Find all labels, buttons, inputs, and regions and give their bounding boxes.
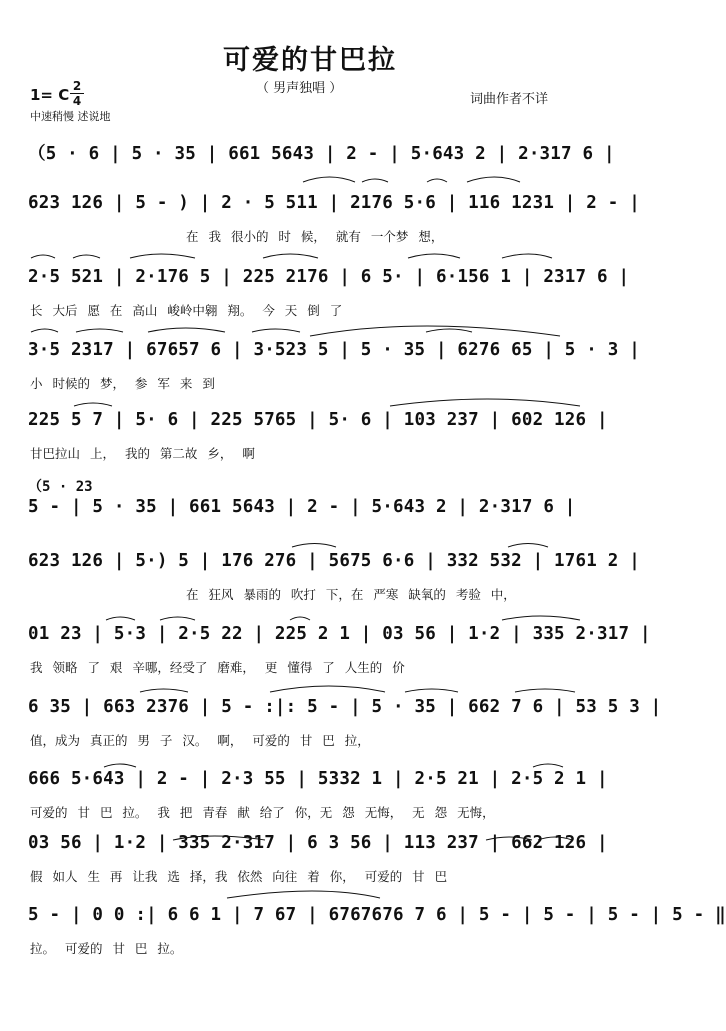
time-signature-bottom: 4	[72, 94, 82, 108]
slur-arc	[310, 326, 560, 336]
subtitle: （ 男声独唱 ）	[256, 81, 343, 96]
lyric-line: 小 时候的 梦， 参 军 来 到	[30, 376, 215, 391]
slur-arc	[292, 544, 336, 548]
notation-line: 3·5 2317 | 67657 6 | 3·523 5 | 5 · 35 | 6276 65 | 5 · 3 |	[28, 340, 640, 360]
lyric-line: 拉。 可爱的 甘 巴 拉。	[30, 941, 183, 956]
slur-arc	[508, 544, 548, 548]
notation-line: 623 126 | 5 - ) | 2 · 5 511 | 2176 5·6 | 116 1231 | 2 - |	[28, 193, 640, 213]
slur-arc	[148, 328, 225, 332]
lyric-line: 在 狂风 暴雨的 吹打 下，在 严寒 缺氧的 考验 中，	[186, 587, 516, 602]
lyric-line: 我 领略 了 艰 辛哪，经受了 磨难， 更 懂得 了 人生的 价	[30, 660, 405, 675]
slur-arc	[303, 177, 355, 182]
slur-arc	[252, 329, 300, 332]
slur-arc	[106, 617, 135, 620]
author-credit: 词曲作者不详	[470, 92, 549, 107]
slur-arc	[427, 179, 447, 182]
slur-arc	[515, 689, 575, 692]
slur-arc	[160, 617, 195, 620]
slur-arc	[362, 179, 388, 182]
slur-arc	[130, 254, 195, 258]
notation-line: 2·5 521 | 2·176 5 | 225 2176 | 6 5· | 6·156 1 | 2317 6 |	[28, 267, 630, 287]
slur-arc	[426, 329, 472, 332]
slur-arc	[502, 616, 580, 620]
slur-arc	[467, 177, 520, 182]
lyric-line: 在 我 很小的 时 候， 就有 一个梦 想，	[186, 229, 444, 244]
lyric-line: 长 大后 愿 在 高山 峻岭中翱 翔。 今 天 倒 了	[30, 303, 343, 318]
notation-line: 01 23 | 5·3 | 2·5 22 | 225 2 1 | 03 56 | 1·2 | 335 2·317 |	[28, 624, 651, 644]
lyric-line: 甘巴拉山 上， 我的 第二故 乡， 啊	[30, 446, 255, 461]
notation-line: 623 126 | 5·) 5 | 176 276 | 5675 6·6 | 332 532 | 1761 2 |	[28, 551, 640, 571]
time-signature-top: 2	[72, 79, 82, 93]
slur-arc	[390, 399, 580, 406]
slur-arc	[73, 255, 100, 258]
lyric-line: 值，成为 真正的 男 子 汉。 啊， 可爱的 甘 巴 拉，	[30, 733, 370, 748]
tempo-marking: 中速稍慢 述说地	[30, 110, 111, 123]
slur-arc	[405, 689, 458, 692]
song-title: 可爱的甘巴拉	[223, 45, 397, 76]
notation-line: 5 - | 5 · 35 | 661 5643 | 2 - | 5·643 2 | 2·317 6 |	[28, 497, 576, 517]
slur-arc	[533, 764, 563, 767]
pickup-note: （5 · 23	[28, 479, 93, 495]
notation-line: （5 · 6 | 5 · 35 | 661 5643 | 2 - | 5·643 2 | 2·317 6 |	[28, 144, 615, 164]
notation-line: 6 35 | 663 2376 | 5 - :|: 5 - | 5 · 35 | 662 7 6 | 53 5 3 |	[28, 697, 662, 717]
slur-arc	[290, 617, 310, 620]
slur-arc	[140, 689, 188, 692]
lyric-line: 假 如人 生 再 让我 选 择，我 依然 向往 着 你， 可爱的 甘 巴	[30, 869, 448, 884]
key-signature: 1= C	[30, 86, 70, 104]
slur-arc	[502, 254, 552, 258]
slur-arc	[408, 254, 460, 258]
slur-arc	[31, 329, 58, 332]
slur-arc	[270, 686, 385, 692]
notation-line: 666 5·643 | 2 - | 2·3 55 | 5332 1 | 2·5 21 | 2·5 2 1 |	[28, 769, 608, 789]
slur-arc	[104, 764, 136, 767]
notation-line: 225 5 7 | 5· 6 | 225 5765 | 5· 6 | 103 237 | 602 126 |	[28, 410, 608, 430]
lyric-line: 可爱的 甘 巴 拉。 我 把 青春 献 给了 你，无 怨 无悔， 无 怨 无悔，	[30, 805, 495, 820]
slur-arc	[263, 254, 318, 258]
slur-arc	[76, 329, 123, 332]
notation-line: 03 56 | 1·2 | 335 2·317 | 6 3 56 | 113 237 | 662 126 |	[28, 833, 608, 853]
slur-arc	[31, 255, 55, 258]
slur-arc	[74, 403, 112, 406]
notation-line: 5 - | 0 0 :| 6 6 1 | 7 67 | 6767676 7 6 | 5 - | 5 - | 5 - | 5 - ‖	[28, 905, 726, 925]
slur-arc	[227, 891, 380, 898]
